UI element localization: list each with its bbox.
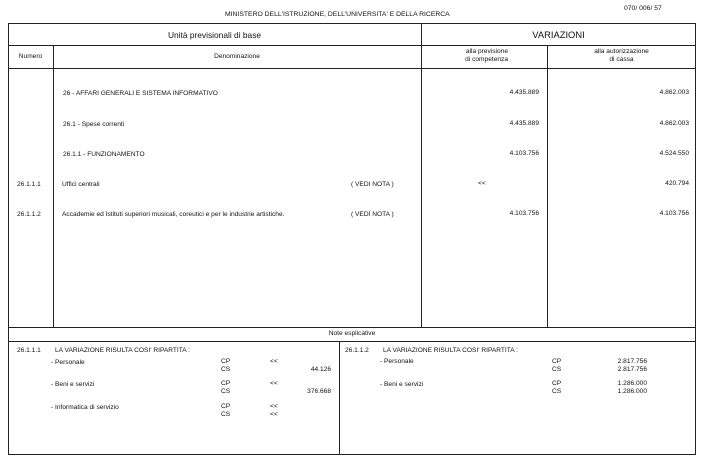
cp-tag: CP xyxy=(221,403,231,410)
competenza-header-line1: alla previsione xyxy=(465,48,508,55)
row-denominazione: 26.1 - Spese correnti xyxy=(63,121,125,128)
cassa-header-line2: di cassa xyxy=(609,56,634,63)
cs-value: << xyxy=(270,411,278,418)
cp-tag: CP xyxy=(221,380,231,387)
row-cassa: 4.524.550 xyxy=(659,150,689,157)
numero-column-divider xyxy=(53,45,54,327)
upb-title: Unità previsionali di base xyxy=(167,30,262,40)
notes-title: Note esplicative xyxy=(328,330,376,337)
row-numero: 26.1.1.2 xyxy=(17,211,41,218)
row-cassa: 420.794 xyxy=(665,180,689,187)
cp-value: << xyxy=(270,358,278,365)
row-denominazione: Uffici centrali xyxy=(62,181,100,188)
notes-title-divider xyxy=(8,341,696,342)
cs-value: 1.286.000 xyxy=(617,388,647,395)
row-numero: 26.1.1.1 xyxy=(17,181,41,188)
right-note-code: 26.1.1.2 xyxy=(345,347,369,354)
left-group-label: - Beni e servizi xyxy=(51,381,95,388)
cs-tag: CS xyxy=(221,411,231,418)
row-competenza: 4.103.756 xyxy=(509,150,539,157)
cassa-header-line1: alla autorizzazione xyxy=(594,48,649,55)
row-denominazione: Accademie ed Istituti superiori musicali, coreutici e per le industrie artistiche. xyxy=(62,211,285,218)
ministry-title: MINISTERO DELL'ISTRUZIONE, DELL'UNIVERSITA' E DELLA RICERCA xyxy=(225,11,450,18)
row-cassa: 4.862.003 xyxy=(659,89,689,96)
variazioni-column-divider xyxy=(421,23,422,327)
row-cassa: 4.862.003 xyxy=(659,120,689,127)
row-denominazione: 26.1.1 - FUNZIONAMENTO xyxy=(63,151,145,158)
vedi-nota-link: ( VEDI NOTA ) xyxy=(351,211,394,218)
left-note-code: 26.1.1.1 xyxy=(17,347,41,354)
cs-tag: CS xyxy=(221,388,231,395)
notes-column-divider xyxy=(339,341,340,455)
row-denominazione: 26 - AFFARI GENERALI E SISTEMA INFORMATIVO xyxy=(63,90,218,97)
header-divider-1 xyxy=(8,45,696,46)
numero-header: Numero xyxy=(18,53,43,60)
cs-value: 376.668 xyxy=(307,388,331,395)
left-group-label: - Informatica di servizio xyxy=(51,404,119,411)
cp-value: 2.817.756 xyxy=(617,358,647,365)
page-reference: 070/ 006/ 57 xyxy=(624,5,662,12)
cp-tag: CP xyxy=(552,380,562,387)
right-group-label: - Personale xyxy=(380,358,414,365)
cs-tag: CS xyxy=(552,388,562,395)
row-cassa: 4.103.756 xyxy=(659,210,689,217)
row-competenza: 4.435.889 xyxy=(509,120,539,127)
cp-tag: CP xyxy=(552,358,562,365)
row-competenza: 4.103.756 xyxy=(509,210,539,217)
notes-top-divider xyxy=(8,327,696,328)
left-group-label: - Personale xyxy=(51,359,85,366)
cs-tag: CS xyxy=(552,366,562,373)
vedi-nota-link: ( VEDI NOTA ) xyxy=(351,181,394,188)
right-group-label: - Beni e servizi xyxy=(380,381,424,388)
denominazione-header: Denominazione xyxy=(214,53,260,60)
cs-value: 44.126 xyxy=(310,366,331,373)
row-competenza: << xyxy=(478,180,486,187)
left-note-heading: LA VARIAZIONE RISULTA COSI' RIPARTITA : xyxy=(55,347,190,354)
row-competenza: 4.435.889 xyxy=(509,89,539,96)
cs-value: 2.817.756 xyxy=(617,366,647,373)
cp-value: 1.286.000 xyxy=(617,380,647,387)
competenza-header-line2: di competenza xyxy=(465,56,508,63)
header-divider-2 xyxy=(8,68,696,69)
cp-tag: CP xyxy=(221,358,231,365)
right-note-heading: LA VARIAZIONE RISULTA COSI' RIPARTITA : xyxy=(383,347,518,354)
cs-tag: CS xyxy=(221,366,231,373)
variazioni-title: VARIAZIONI xyxy=(532,29,585,40)
cp-value: << xyxy=(270,380,278,387)
cp-value: << xyxy=(270,403,278,410)
